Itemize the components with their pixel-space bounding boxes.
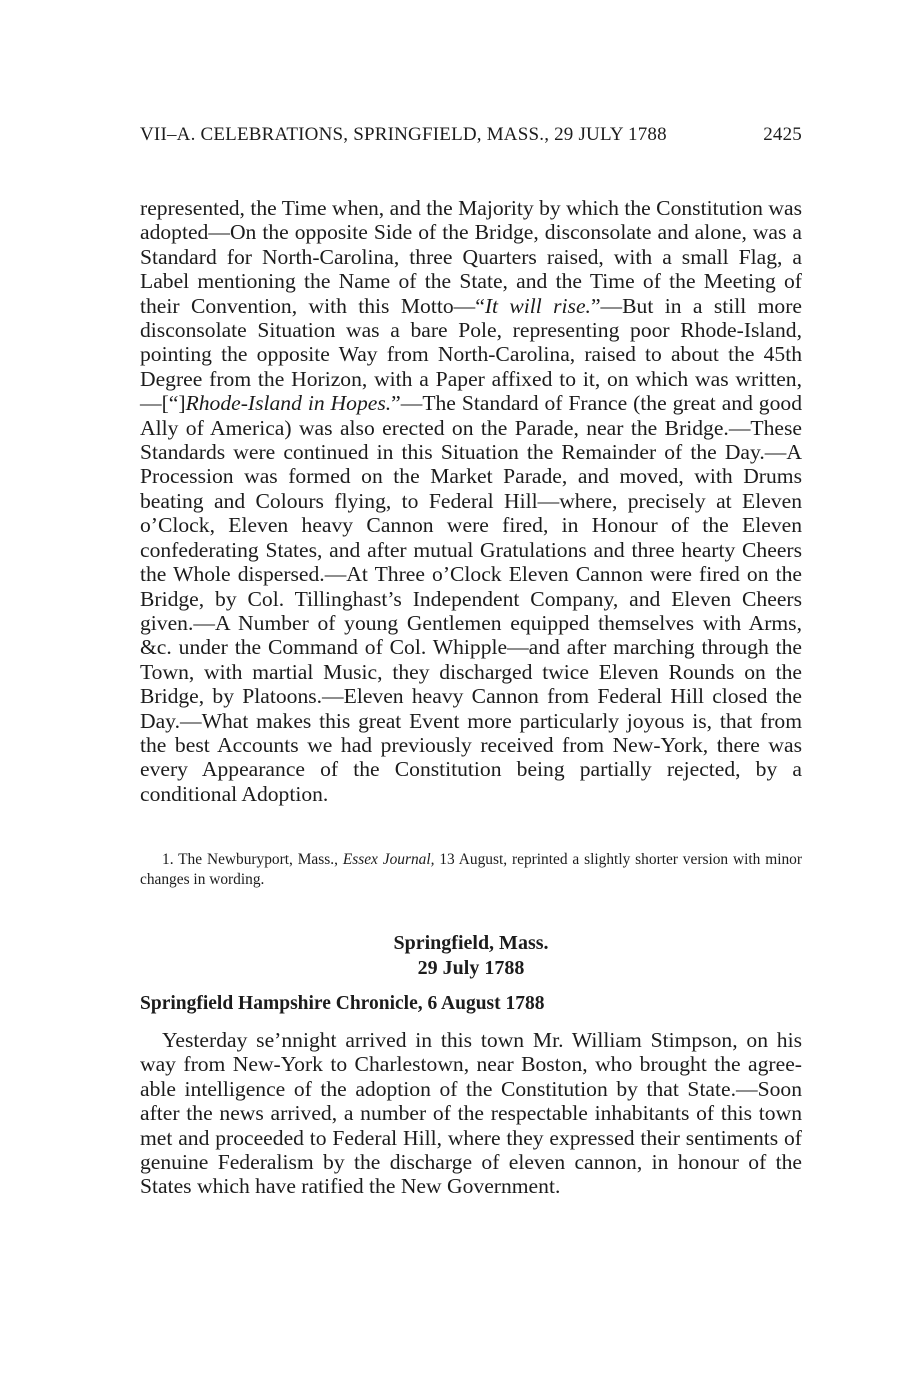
second-paragraph-text: Yesterday se’nnight arrived in this town Mr. William Stimpson, on his way from New-York to Charlestown, near Boston, who brought the agreeable intelligence of the adoption of the Constitution by that State.—Soon after the news arrived, a number of the respectable inhabitants of this town met and proceeded to Federal Hill, where they expressed their sentiments of genuine Federalism by the discharge of eleven cannon, in honour of the States which have ratified the New Government.	[140, 1028, 802, 1199]
main-paragraph	[140, 196, 802, 806]
section-heading	[140, 931, 802, 981]
page-number: 2425	[763, 124, 802, 145]
document-title: Springfield Hampshire Chronicle, 6 August 1788	[140, 993, 545, 1014]
running-head-title: VII–A. CELEBRATIONS, SPRINGFIELD, MASS., 29 JULY 1788	[140, 124, 667, 145]
second-paragraph	[140, 1028, 802, 1199]
footnote-suffix: 13 August, reprinted a slightly shorter version with minor changes in wording.	[140, 851, 803, 888]
motto-text: It will rise.	[484, 293, 591, 318]
rhode-island-text: Rhode-Island in Hopes.	[185, 391, 392, 416]
footnote-prefix: 1. The Newburyport, Mass.,	[162, 851, 343, 868]
footnote-journal: Essex Journal,	[342, 851, 435, 868]
main-text-part-2: ”—But in a still more disconsolate Situation was a bare Pole, representing poor Rhode-Island, pointing the opposite Way from North-Carolina, raised to about the 45th Degree from the Horizon, with a Paper affixed to it, on which was written,—[“]	[140, 293, 802, 416]
main-text-part-1: represented, the Time when, and the Majority by which the Constitution was adopted—On the opposite Side of the Bridge, disconsolate and alone, was a Standard for North-Carolina, three Quarters raised, with a small Flag, a Label mentioning the Name of the State, and the Time of the Meeting of their Convention, with this Motto—“	[140, 196, 802, 318]
footnote	[140, 850, 802, 890]
main-text-part-3: ”—The Standard of France (the great and good Ally of America) was also erected on the Parade, near the Bridge.—These Standards were continued in this Situation the Remainder of the Day.—A Procession was formed on the Market Parade, and moved, with Drums beating and Colours flying, to Federal Hill—where, precisely at Eleven o’Clock, Eleven heavy Cannon were fired, in Honour of the Eleven confederating States, and after mutual Gratulations and three hearty Cheers the Whole dispersed.—At Three o’Clock Eleven Cannon were fired on the Bridge, by Col. Tillinghast’s Independent Company, and Eleven Cheers given.—A Number of young Gentlemen equipped themselves with Arms, &c. under the Command of Col. Whipple—and after marching through the Town, with martial Music, they discharged twice Eleven Rounds on the Bridge, by Platoons.—Eleven heavy Cannon from Federal Hill closed the Day.—What makes this great Event more particularly joyous is, that from the best Accounts we had previously received from New-York, there was every Appearance of the Constitution being partially rejected, by a conditional Adoption.	[140, 391, 802, 806]
section-heading-place: Springfield, Mass.	[393, 932, 549, 954]
section-heading-date: 29 July 1788	[417, 957, 525, 979]
